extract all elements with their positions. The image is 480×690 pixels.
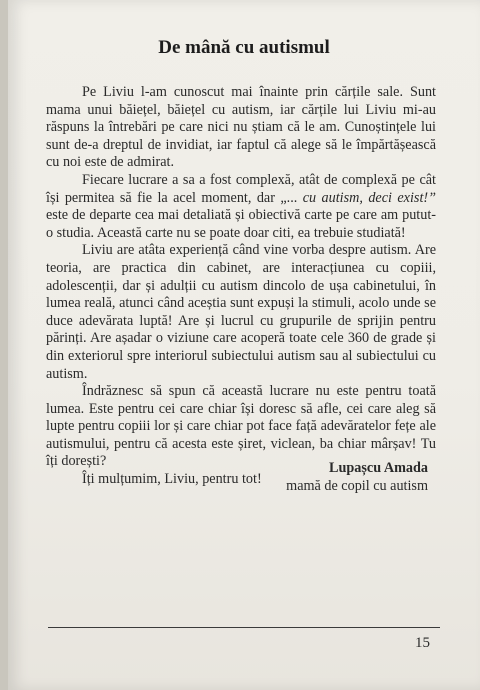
- paragraph-2-after: este de departe cea mai detaliată și obiectivă carte pe care am putut-o studia. Această carte nu se poate doar citi, ea trebuie studiată!: [46, 207, 436, 241]
- signature-name: Lupașcu Amada: [329, 460, 428, 476]
- paragraph-2-before: Fiecare lucrare a sa a fost complexă, atât de complexă pe cât își permitea să fie la acel moment, dar „...: [46, 171, 436, 206]
- footer-divider: [48, 627, 440, 628]
- body-text: [46, 84, 436, 489]
- page-number: 15: [415, 635, 430, 651]
- paragraph-2: [46, 172, 436, 242]
- chapter-title: De mână cu autismul: [158, 37, 330, 58]
- paragraph-3: Liviu are atâta experiență când vine vorba despre autism. Are teoria, are practica din cabinet, are interacțiunea cu copiii, adolescenții, dar și adulții cu autism dincolo de ușa cabinetului, în lumea reală, atunci când aceștia sunt expuși la stimuli, acolo unde se duce adevărata luptă! Are și lucrul cu grupurile de sprijin pentru părinți. Are așadar o viziune care acoperă toate cele 360 de grade și din exteriorul spre interiorul subiectului autism sau al subiectului cu autism.: [46, 242, 436, 382]
- paragraph-5: Îți mulțumim, Liviu, pentru tot!: [82, 471, 262, 488]
- paragraph-4: Îndrăznesc să spun că această lucrare nu este pentru toată lumea. Este pentru cei care chiar își doresc să afle, cei care aleg să lupte pentru copiii lor și care chiar pot face față adevăratelor fețe ale autismului, pentru că acesta este șiret, viclean, ba chiar mârșav! Tu îți dorești?: [46, 383, 436, 470]
- book-title-quote: cu autism, deci exist!”: [302, 189, 436, 206]
- signature-role: mamă de copil cu autism: [286, 478, 428, 494]
- book-page: [8, 0, 480, 690]
- paragraph-1: Pe Liviu l-am cunoscut mai înainte prin cărțile sale. Sunt mama unui băiețel, băiețel cu autism, iar cărțile lui Liviu mi-au răspuns la întrebări pe care nici nu știam că le am. Cunoștințele lui sunt de-a dreptul de invidiat, iar faptul că alege să le împărtășească cu noi este de admirat.: [46, 84, 436, 171]
